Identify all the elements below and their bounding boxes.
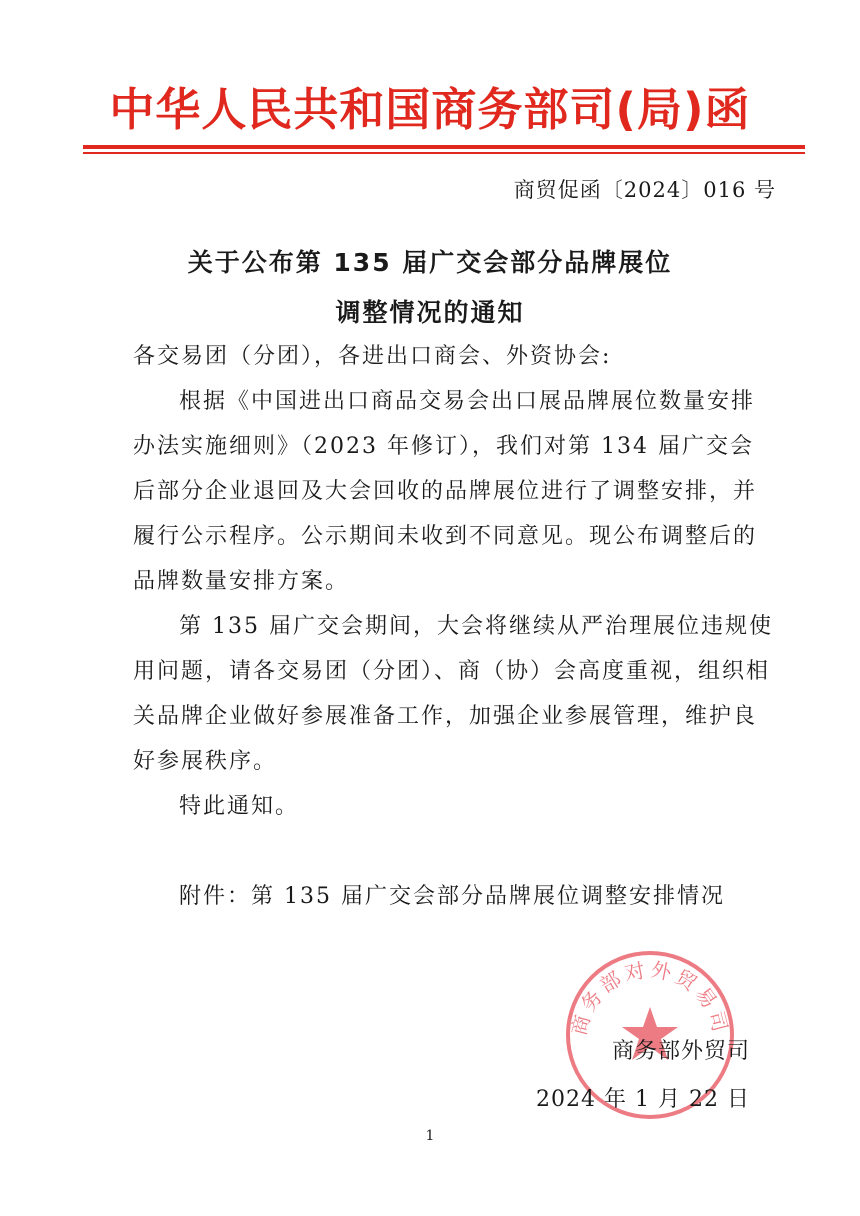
masthead-rule-thick xyxy=(83,145,805,149)
masthead-rule-thin xyxy=(83,152,805,154)
document-title xyxy=(0,238,860,338)
signature-block xyxy=(536,1028,750,1124)
signature-org: 商务部外贸司 xyxy=(611,1039,750,1064)
paragraph-3: 特此通知。 xyxy=(179,794,300,819)
masthead: 中华人民共和国商务部司(局)函 xyxy=(109,83,751,136)
document-number: 商贸促函〔2024〕016 号 xyxy=(513,178,776,202)
seal-text: 商务部对外贸易司 xyxy=(566,957,734,1038)
page-number: 1 xyxy=(425,1128,435,1144)
document-body xyxy=(133,334,773,919)
title-line-1: 关于公布第 135 届广交会部分品牌展位 xyxy=(187,248,673,277)
salutation: 各交易团（分团），各进出口商会、外资协会: xyxy=(133,344,612,369)
paragraph-2: 第 135 届广交会期间，大会将继续从严治理展位违规使用问题，请各交易团（分团）、商（协）会高度重视，组织相关品牌企业做好参展准备工作，加强企业参展管理，维护良好参展秩序。 xyxy=(133,614,773,774)
signature-date: 2024 年 1 月 22 日 xyxy=(536,1087,750,1112)
paragraph-1: 根据《中国进出口商品交易会出口展品牌展位数量安排办法实施细则》（2023 年修订），我们对第 134 届广交会后部分企业退回及大会回收的品牌展位进行了调整安排，并履行公示程序。公示期间未收到不同意见。现公布调整后的品牌数量安排方案。 xyxy=(133,389,758,594)
title-line-2: 调整情况的通知 xyxy=(335,298,525,327)
attachment-line: 附件：第 135 届广交会部分品牌展位调整安排情况 xyxy=(179,884,725,909)
